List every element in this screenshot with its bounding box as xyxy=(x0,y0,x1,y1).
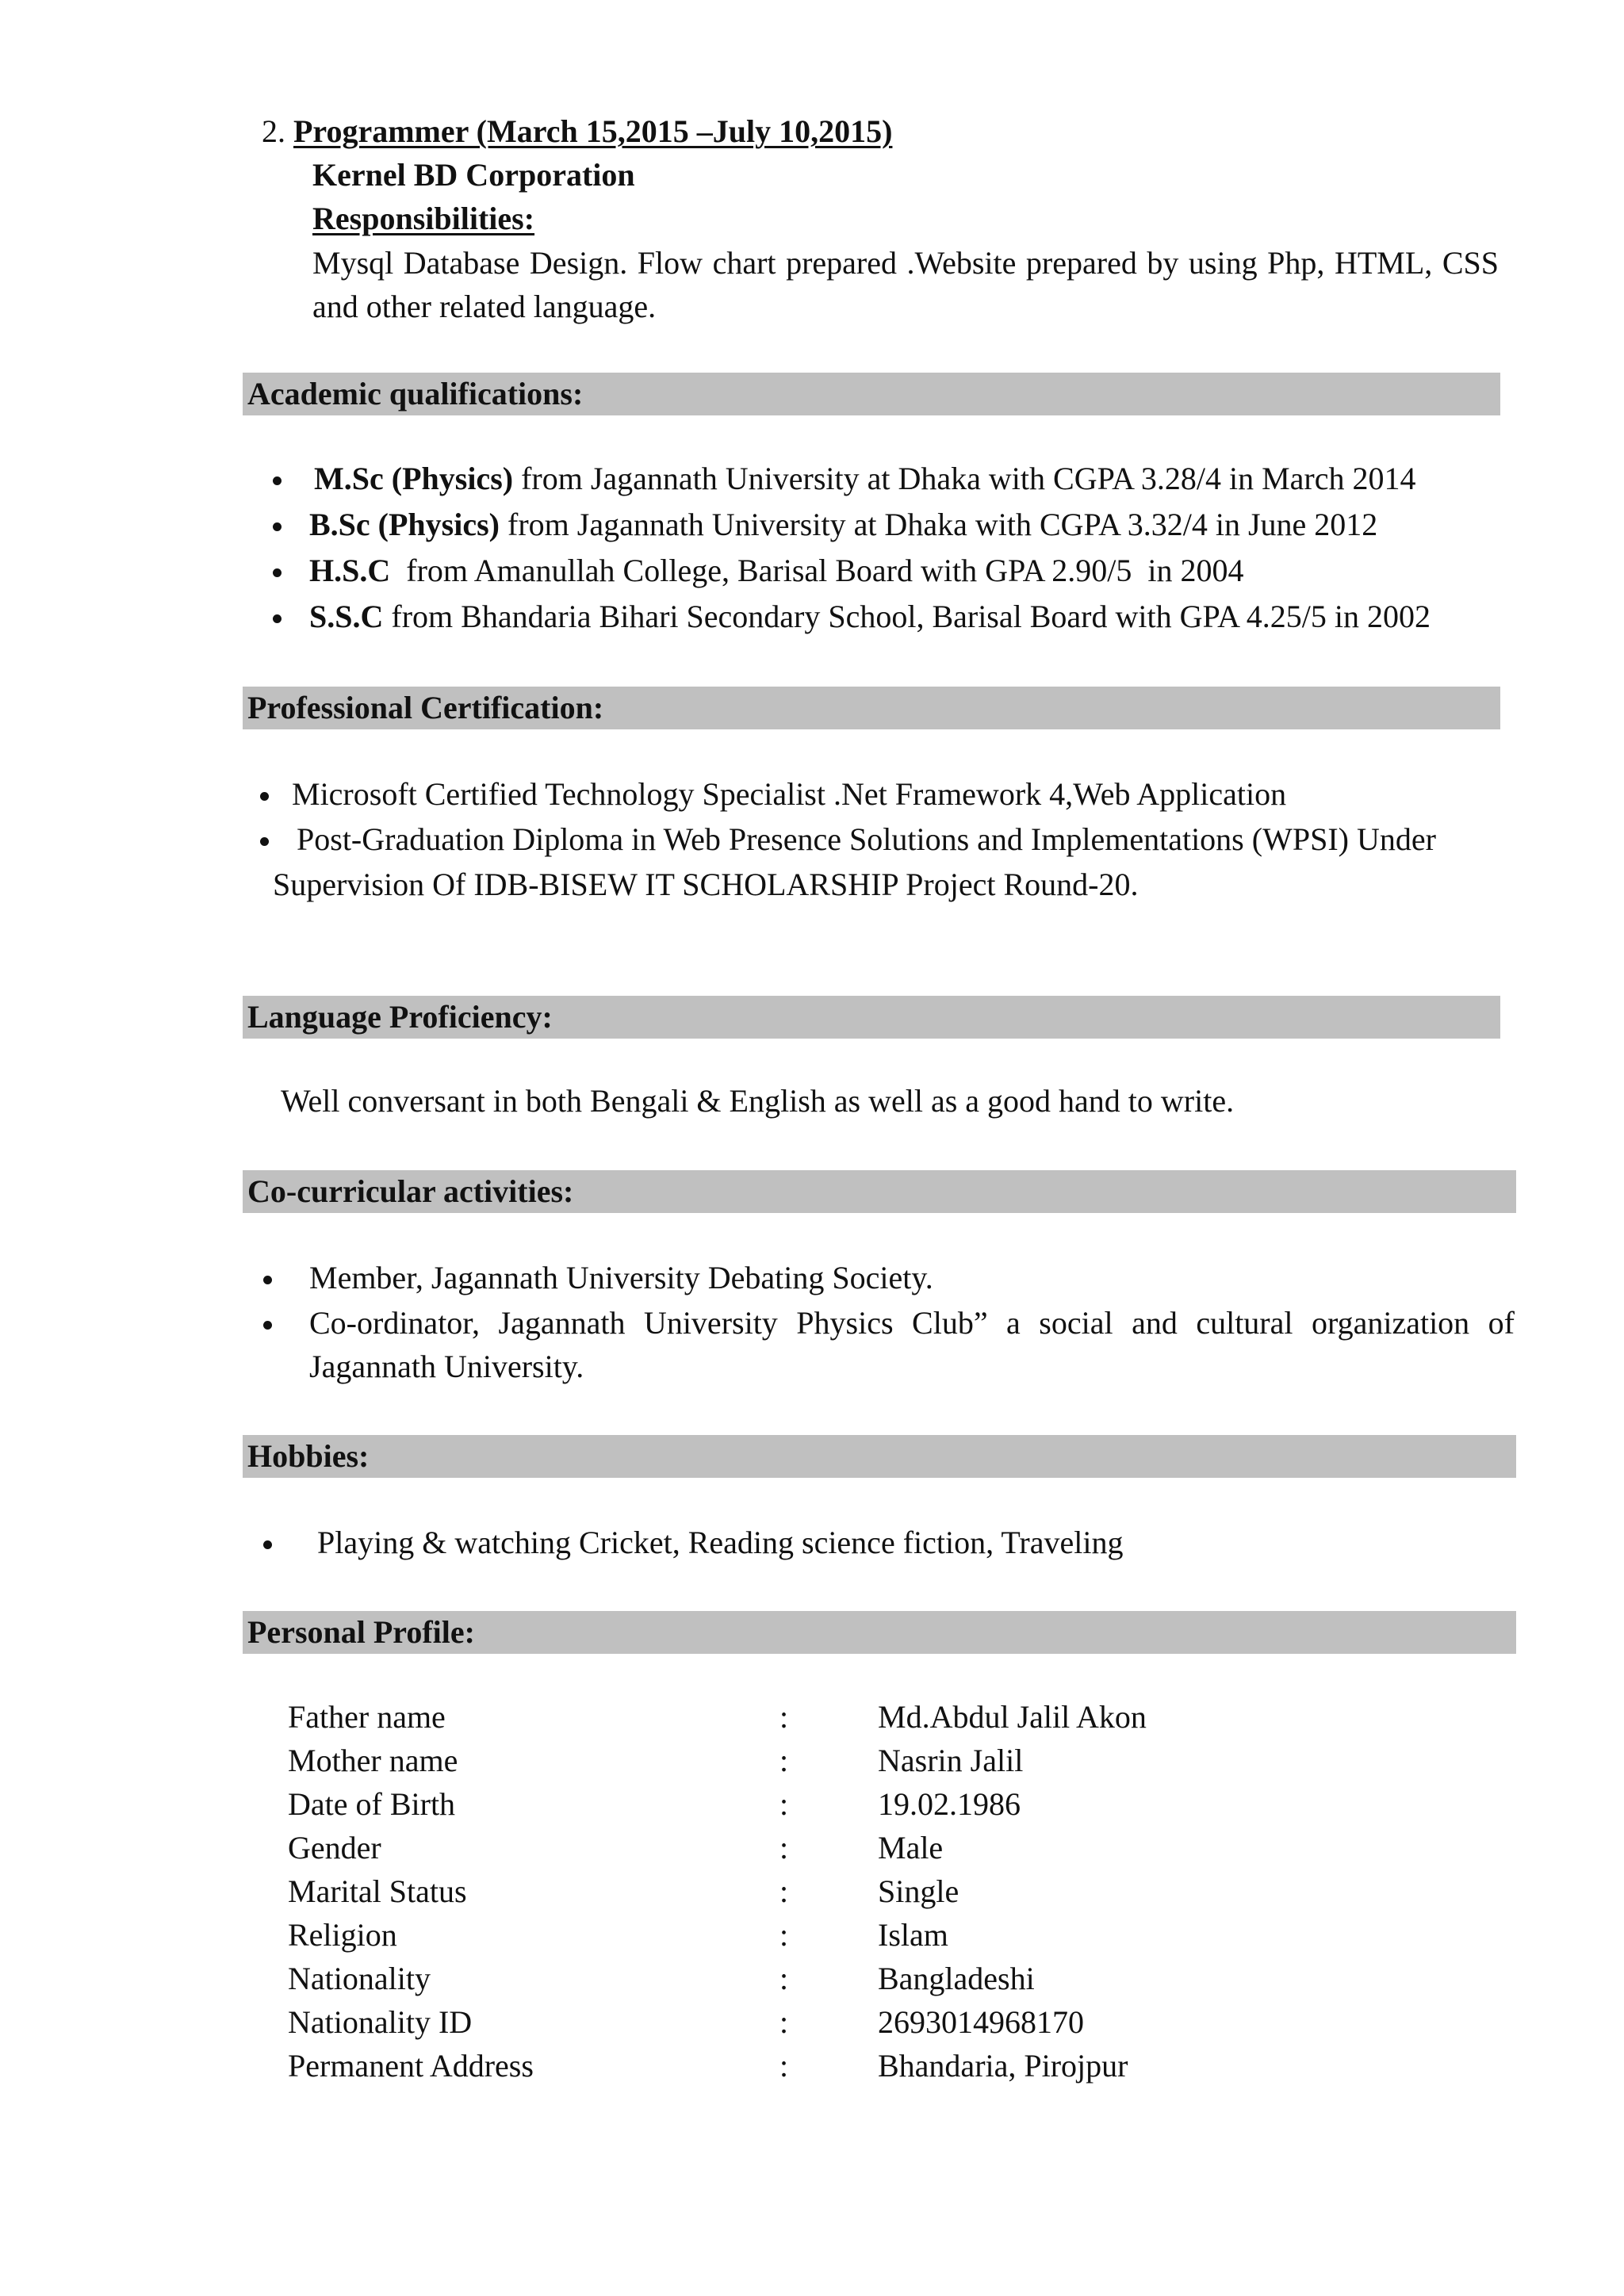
certification-continuation xyxy=(255,863,1524,908)
degree-name: M.Sc (Physics) xyxy=(314,461,514,496)
profile-row-religion xyxy=(288,1913,1398,1957)
degree-detail: from Bhandaria Bihari Secondary School, Barisal Board with GPA 4.25/5 in 2002 xyxy=(383,599,1431,634)
academic-heading: Academic qualifications: xyxy=(243,373,1500,415)
bullet-icon xyxy=(273,476,282,485)
cocurricular-list xyxy=(262,1256,1515,1388)
certification-heading: Professional Certification: xyxy=(243,687,1500,729)
experience-entry xyxy=(262,109,1499,328)
certification-text: Microsoft Certified Technology Specialist .Net Framework 4,Web Application xyxy=(292,776,1287,812)
bullet-icon xyxy=(273,614,282,623)
profile-value: 2693014968170 xyxy=(878,2004,1084,2040)
bullet-icon xyxy=(263,1276,272,1284)
degree-name: S.S.C xyxy=(309,599,384,634)
experience-company: Kernel BD Corporation xyxy=(312,157,635,193)
profile-value: Male xyxy=(878,1830,944,1866)
responsibilities-label: Responsibilities: xyxy=(312,201,535,237)
profile-key: Marital Status xyxy=(288,1873,467,1909)
degree-detail: from Jagannath University at Dhaka with CGPA 3.32/4 in June 2012 xyxy=(500,507,1378,542)
profile-heading: Personal Profile: xyxy=(243,1611,1516,1654)
profile-value: Bhandaria, Pirojpur xyxy=(878,2048,1128,2084)
list-item xyxy=(262,1256,1515,1301)
profile-row-father xyxy=(288,1695,1398,1739)
experience-title-line xyxy=(262,109,1499,153)
experience-title: Programmer (March 15,2015 –July 10,2015) xyxy=(293,113,893,149)
profile-separator: : xyxy=(779,1830,789,1866)
list-item xyxy=(255,817,1524,863)
bullet-icon xyxy=(273,522,282,531)
profile-value: 19.02.1986 xyxy=(878,1786,1021,1822)
bullet-icon xyxy=(263,1540,272,1549)
profile-key: Gender xyxy=(288,1830,381,1866)
profile-value: Bangladeshi xyxy=(878,1961,1035,1996)
list-item xyxy=(271,503,1508,549)
profile-separator: : xyxy=(779,1917,789,1953)
degree-name: B.Sc (Physics) xyxy=(309,507,500,542)
profile-separator: : xyxy=(779,2048,789,2084)
list-item xyxy=(271,549,1508,595)
degree-name: H.S.C xyxy=(309,553,391,588)
certification-text: Post-Graduation Diploma in Web Presence Solutions and Implementations (WPSI) Under xyxy=(297,821,1436,857)
profile-separator: : xyxy=(779,2004,789,2040)
degree-detail: from Jagannath University at Dhaka with CGPA 3.28/4 in March 2014 xyxy=(513,461,1416,496)
profile-separator: : xyxy=(779,1961,789,1996)
profile-key: Religion xyxy=(288,1917,397,1953)
hobbies-text: Playing & watching Cricket, Reading science fiction, Traveling xyxy=(317,1525,1124,1560)
profile-key: Nationality ID xyxy=(288,2004,473,2040)
profile-row-dob xyxy=(288,1782,1398,1826)
profile-row-gender xyxy=(288,1826,1398,1869)
profile-row-address xyxy=(288,2044,1398,2087)
certification-list xyxy=(255,772,1524,908)
profile-table xyxy=(288,1695,1398,2087)
profile-key: Date of Birth xyxy=(288,1786,456,1822)
language-text: Well conversant in both Bengali & English as well as a good hand to write. xyxy=(281,1083,1235,1119)
academic-list xyxy=(271,457,1508,641)
list-item xyxy=(262,1301,1515,1388)
profile-value: Nasrin Jalil xyxy=(878,1743,1024,1778)
list-item xyxy=(255,772,1524,817)
cocurricular-heading: Co-curricular activities: xyxy=(243,1170,1516,1213)
list-item xyxy=(262,1521,1451,1566)
profile-row-marital xyxy=(288,1869,1398,1913)
bullet-icon xyxy=(260,837,269,846)
responsibilities-text: Mysql Database Design. Flow chart prepared .Website prepared by using Php, HTML, CSS and other related language. xyxy=(312,244,1499,324)
activity-text: Member, Jagannath University Debating Society. xyxy=(309,1260,933,1295)
list-item xyxy=(271,595,1508,641)
bullet-icon xyxy=(260,792,269,801)
profile-key: Nationality xyxy=(288,1961,431,1996)
bullet-icon xyxy=(263,1321,272,1330)
profile-separator: : xyxy=(779,1743,789,1778)
profile-row-mother xyxy=(288,1739,1398,1782)
list-item xyxy=(271,457,1508,503)
profile-separator: : xyxy=(779,1786,789,1822)
degree-detail: from Amanullah College, Barisal Board with GPA 2.90/5 in 2004 xyxy=(390,553,1244,588)
profile-key: Mother name xyxy=(288,1743,458,1778)
profile-separator: : xyxy=(779,1699,789,1735)
profile-key: Permanent Address xyxy=(288,2048,534,2084)
language-heading: Language Proficiency: xyxy=(243,996,1500,1039)
profile-value: Md.Abdul Jalil Akon xyxy=(878,1699,1147,1735)
profile-key: Father name xyxy=(288,1699,446,1735)
profile-row-nationality xyxy=(288,1957,1398,2000)
profile-row-national-id xyxy=(288,2000,1398,2044)
profile-value: Islam xyxy=(878,1917,948,1953)
profile-value: Single xyxy=(878,1873,959,1909)
certification-text: Supervision Of IDB-BISEW IT SCHOLARSHIP Project Round-20. xyxy=(273,867,1139,902)
activity-text: Co-ordinator, Jagannath University Physics Club” a social and cultural organization of Jagannath University. xyxy=(309,1305,1515,1385)
profile-separator: : xyxy=(779,1873,789,1909)
bullet-icon xyxy=(273,568,282,577)
experience-number: 2. xyxy=(262,113,285,149)
hobbies-heading: Hobbies: xyxy=(243,1435,1516,1478)
